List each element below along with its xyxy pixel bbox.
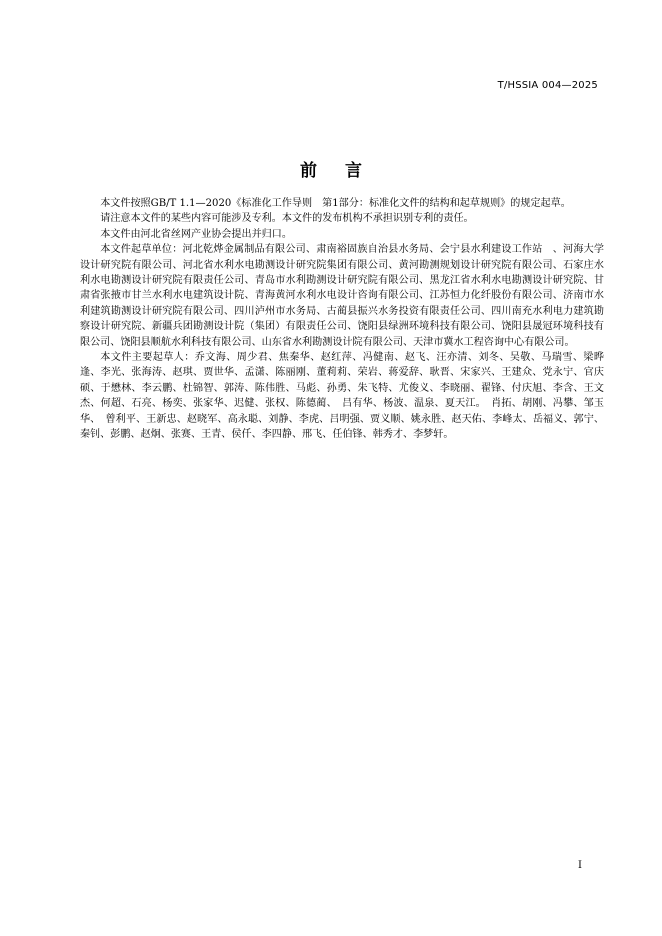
page-number: I xyxy=(578,860,582,871)
title-char-1: 前 xyxy=(300,161,317,181)
drafting-units-paragraph: 本文件起草单位：河北乾烨金属制品有限公司、肃南裕固族自治县水务局、会宁县水利建设工作站 、河海大学设计研究院有限公司、河北省水利水电勘测设计研究院集团有限公司、黄河勘测规划设计研究院有限公司、石家庄水利水电勘测设计研究院有限责任公司、青岛市水利勘测设计研究院有限公司、黑龙江省水利水电勘测设计研究院、甘肃省张掖市甘兰水利水电建筑设计院、青海黄河水利水电设计咨询有限公司、江苏恒力化纤股份有限公司、济南市水利建筑勘测设计研究院有限公司、四川泸州市水务局、古蔺县振兴水务投资有限责任公司、四川南充水利电力建筑勘察设计研究院、新疆兵团勘测设计院（集团）有限责任公司、饶阳县绿洲环境科技有限公司、饶阳县晟冠环境科技有限公司、饶阳县顺航水利科技有限公司、山东省水利勘测设计院有限公司、天津市冀水工程咨询中心有限公司。 xyxy=(80,244,604,348)
page-title xyxy=(0,156,662,181)
title-char-2: 言 xyxy=(345,161,362,181)
drafting-rules-paragraph: 本文件按照GB/T 1.1—2020《标准化工作导则 第1部分：标准化文件的结构和起草规则》的规定起草。 xyxy=(100,198,571,209)
foreword-body xyxy=(80,196,604,443)
standard-code: T/HSSIA 004—2025 xyxy=(497,80,598,91)
patent-notice-paragraph: 请注意本文件的某些内容可能涉及专利。本文件的发布机构不承担识别专利的责任。 xyxy=(100,213,474,225)
proposer-paragraph: 本文件由河北省丝网产业协会提出并归口。 xyxy=(100,228,292,240)
drafters-paragraph: 本文件主要起草人：乔文海、周少君、焦秦华、赵红萍、冯健南、赵飞、汪亦清、刘冬、吴敬、马瑞雪、梁晔逢、李光、张海涛、赵琪、贾世华、孟潇、陈丽刚、董莉莉、荣岩、蒋爱辞、耿晋、宋家兴、王建众、党永宁、官庆硕、于懋林、李云鹏、杜锦智、郭涛、陈伟胜、马彪、孙勇、朱飞特、尤俊义、李晓丽、翟锋、付庆旭、李含、王文杰、何超、石亮、杨奕、张家华、迟健、张权、陈德蔺、 吕有华、杨波、温泉、夏天江。 肖拓、胡刚、冯攀、邹玉华、 曾利平、王新忠、赵晓军、高永聪、刘静、李虎、吕明强、贾义顺、姚永胜、赵天佑、李峰太、岳福义、郭宁、秦钊、彭鹏、赵炯、张赛、王青、侯仟、李四静、邢飞、任伯锋、韩秀才、李梦轩。 xyxy=(80,352,604,441)
